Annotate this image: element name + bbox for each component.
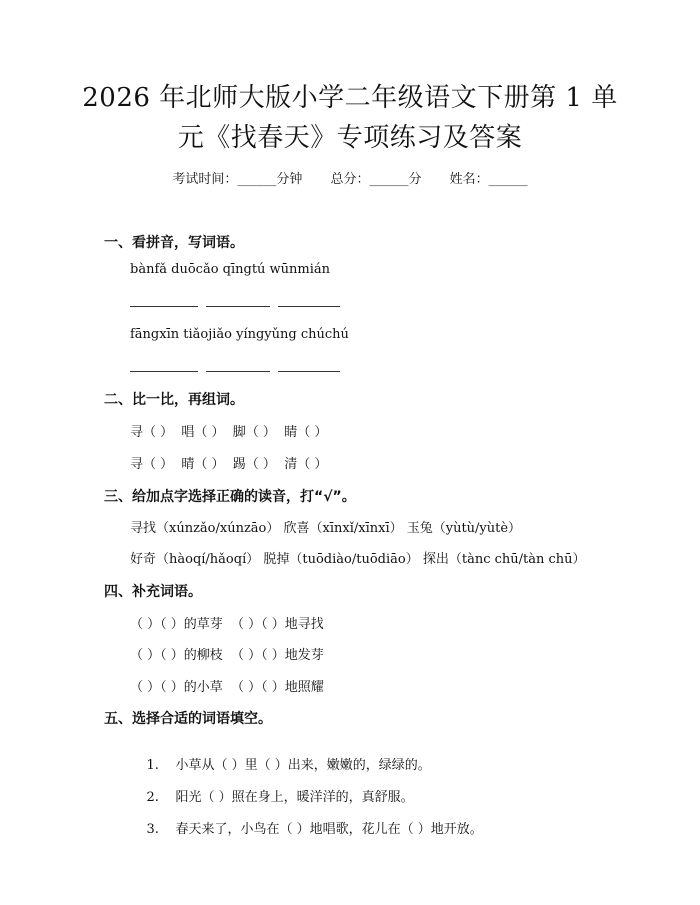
compare-row-2: 寻（ ） 晴（ ） 踢（ ） 清（ ） — [130, 457, 328, 472]
question-text: 小草从（ ）里（ ）出来，嫩嫩的，绿绿的。 — [175, 758, 431, 773]
section-3-heading: 三、给加点字选择正确的读音，打“√”。 — [104, 489, 356, 505]
pinyin-row-2: fāngxīn tiǎojiǎo yíngyǔng chúchú — [130, 327, 349, 342]
exam-meta — [0, 168, 700, 187]
fill-phrase-row-2: （ ）（ ）的柳枝 （ ）（ ）地发芽 — [130, 648, 324, 663]
reading-choice-row-2: 好奇（hàoqí/hǎoqí） 脱掉（tuōdiào/tuōdiāo） 探出（tànc chū/tàn chū） — [130, 552, 586, 567]
answer-blank[interactable] — [206, 306, 270, 307]
title-line-2: 元《找春天》专项练习及答案 — [177, 123, 523, 153]
student-name: 姓名：______ — [449, 172, 528, 187]
answer-blank[interactable] — [206, 371, 270, 372]
answer-blanks-row-2 — [130, 371, 340, 372]
question-number: 1. — [146, 758, 159, 773]
pinyin-row-1: bànfǎ duōcǎo qīngtú wūnmián — [130, 262, 331, 277]
compare-row-1: 寻（ ） 唱（ ） 脚（ ） 睛（ ） — [130, 425, 328, 440]
page-title — [0, 78, 700, 158]
question-number: 2. — [146, 790, 159, 805]
question-text: 阳光（ ）照在身上，暖洋洋的，真舒服。 — [175, 790, 414, 805]
question-item — [130, 803, 483, 852]
question-number: 3. — [146, 822, 159, 837]
answer-blank[interactable] — [130, 306, 198, 307]
answer-blank[interactable] — [278, 371, 340, 372]
fill-phrase-row-3: （ ）（ ）的小草 （ ）（ ）地照耀 — [130, 680, 324, 695]
question-text: 春天来了，小鸟在（ ）地唱歌，花儿在（ ）地开放。 — [175, 822, 483, 837]
fill-phrase-row-1: （ ）（ ）的草芽 （ ）（ ）地寻找 — [130, 617, 324, 632]
answer-blank[interactable] — [130, 371, 198, 372]
total-score: 总分：______分 — [330, 172, 422, 187]
section-5-heading: 五、选择合适的词语填空。 — [104, 711, 272, 727]
reading-choice-row-1: 寻找（xúnzǎo/xúnzāo） 欣喜（xīnxǐ/xīnxī） 玉兔（yùtù/yùtè） — [130, 521, 522, 536]
section-1-heading: 一、看拼音，写词语。 — [104, 235, 244, 251]
title-line-1: 2026 年北师大版小学二年级语文下册第 1 单 — [82, 83, 618, 113]
section-2-heading: 二、比一比，再组词。 — [104, 392, 244, 408]
answer-blank[interactable] — [278, 306, 340, 307]
exam-time: 考试时间：______分钟 — [172, 172, 303, 187]
section-4-heading: 四、补充词语。 — [104, 584, 202, 600]
answer-blanks-row-1 — [130, 306, 340, 307]
